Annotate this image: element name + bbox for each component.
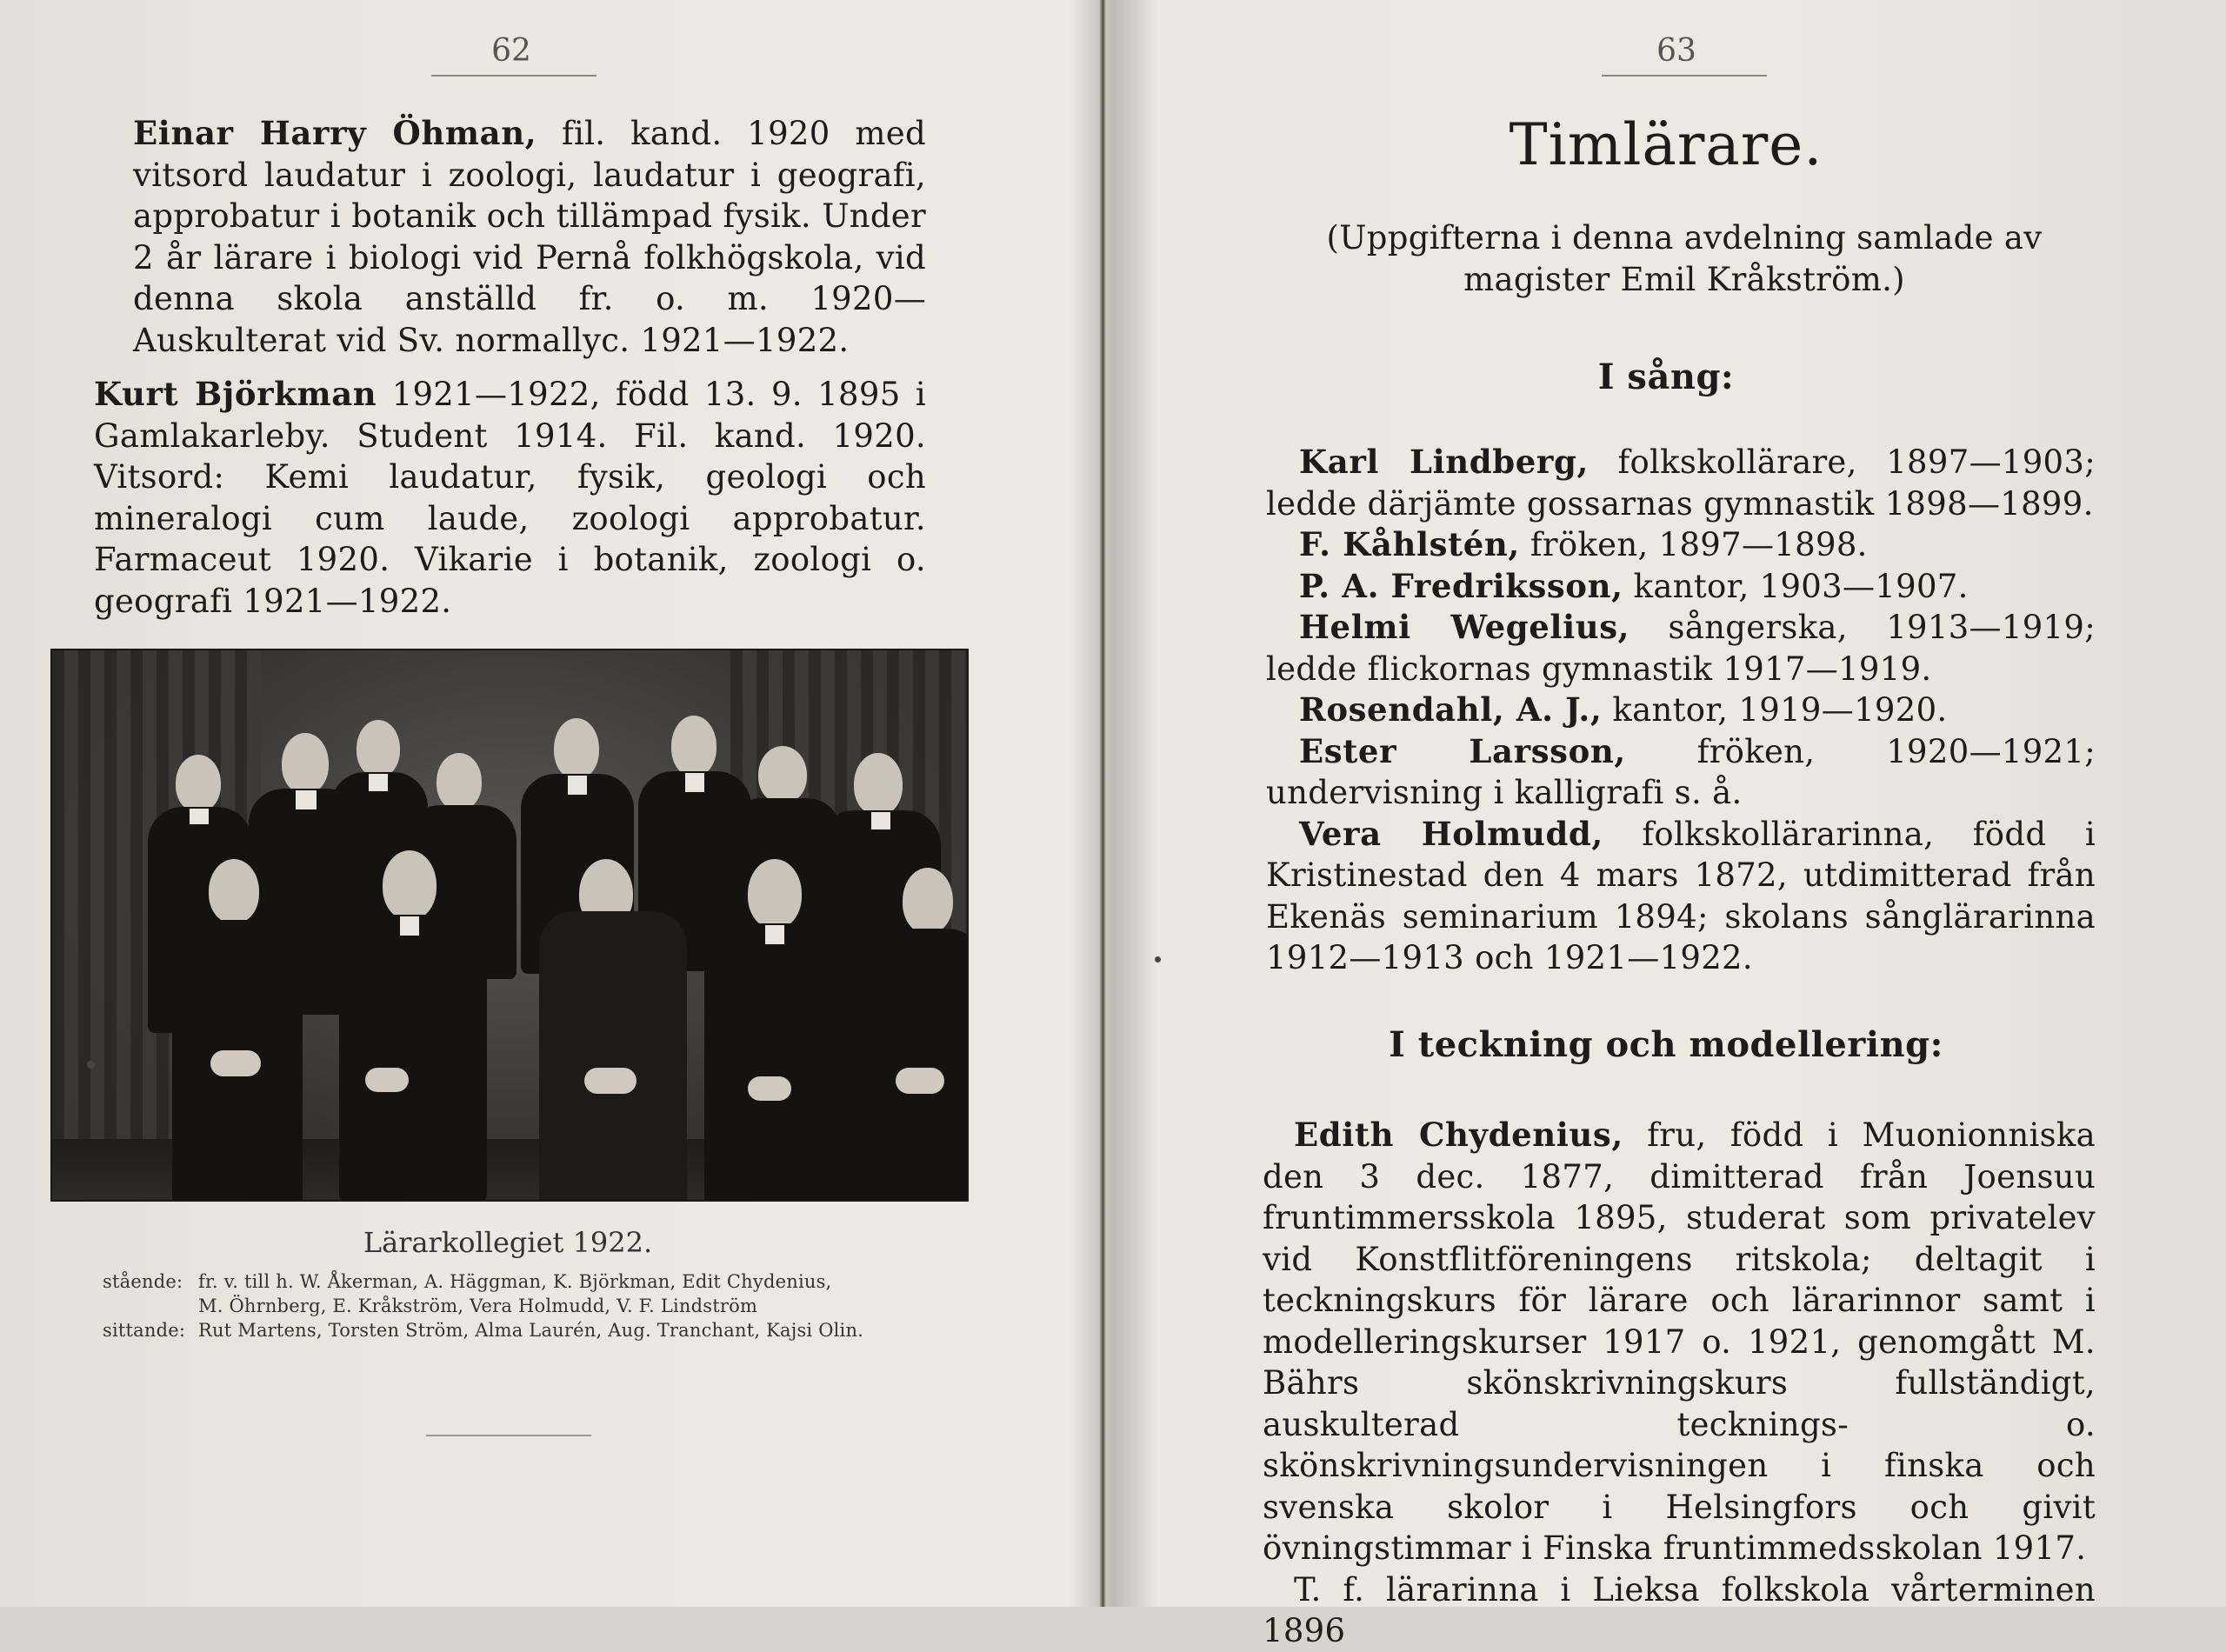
song-entry-wegelius	[1266, 607, 2096, 689]
right-page-number-rule	[1602, 75, 1767, 77]
entry-ohman-text: fil. kand. 1920 med vitsord laudatur i zoologi, laudatur i geografi, approbatur i botanik och tillämpad fysik. Under 2 år lärare i biologi vid Pernå folkhögskola, vid denna skola anställd fr. o. m. 1920— Auskulterat vid Sv. normallyc. 1921—1922.	[133, 115, 926, 359]
photo-caption-standing-names-2: M. Öhrnberg, E. Kråkström, Vera Holmudd, V. F. Lindström	[198, 1296, 758, 1316]
song-entry-larsson-text: fröken, 1920—1921; undervisning i kalligrafi s. å.	[1266, 732, 2096, 811]
photo-caption-standing-names-1: fr. v. till h. W. Åkerman, A. Häggman, K. Björkman, Edit Chydenius,	[198, 1271, 832, 1292]
song-entry-rosendahl-name: Rosendahl, A. J.,	[1299, 690, 1603, 729]
right-page-number: 63	[1656, 33, 1696, 69]
photo-caption-sitting-line	[103, 1320, 920, 1341]
song-entry-lindberg-name: Karl Lindberg,	[1299, 443, 1589, 481]
drawing-teachers-list	[1263, 1115, 2096, 1652]
photo-caption-standing-line2	[103, 1296, 920, 1316]
photo-caption-standing-line1	[103, 1271, 920, 1292]
song-entry-larsson	[1266, 731, 2096, 814]
left-page-number: 62	[491, 33, 531, 69]
left-page-number-rule	[431, 75, 596, 77]
entry-ohman-name: Einar Harry Öhman,	[133, 114, 537, 152]
drawing-entry-chydenius	[1263, 1115, 2096, 1569]
song-entry-wegelius-name: Helmi Wegelius,	[1299, 608, 1630, 646]
song-entry-rosendahl	[1266, 689, 2096, 731]
entry-bjorkman-text: 1921—1922, född 13. 9. 1895 i Gamlakarleby. Student 1914. Fil. kand. 1920. Vitsord: Kemi laudatur, fysik, geologi och mineralogi cum laude, zoologi approbatur. Farmaceut 1920. Vikarie i botanik, zoologi o. geografi 1921—1922.	[94, 376, 926, 620]
drawing-entry-continuation: T. f. lärarinna i Lieksa folkskola vårterminen 1896	[1263, 1570, 2096, 1649]
song-entry-lindberg-text: folkskollärare, 1897—1903; ledde därjämte gossarnas gymnastik 1898—1899.	[1266, 443, 2096, 523]
photo-caption-sitting-label: sittande:	[103, 1320, 186, 1341]
song-entry-kahlsten-text: fröken, 1897—1898.	[1519, 526, 1868, 563]
photo-caption-title: Lärarkollegiet 1922.	[363, 1226, 653, 1259]
section-heading-song: I sång:	[1597, 356, 1735, 397]
photo-caption-standing-label: stående:	[103, 1271, 183, 1292]
song-entry-fredriksson-name: P. A. Fredriksson,	[1299, 566, 1623, 605]
drawing-entry-chydenius-name: Edith Chydenius,	[1294, 1116, 1623, 1154]
song-entry-lindberg	[1266, 442, 2096, 524]
song-entry-holmudd-text: folkskollärarinna, född i Kristinestad den 4 mars 1872, utdimitterad från Ekenäs seminarium 1894; skolans sånglärarinna 1912—1913 och 1921—1922.	[1266, 815, 2096, 976]
song-entry-fredriksson	[1266, 566, 2096, 608]
song-entry-larsson-name: Ester Larsson,	[1299, 731, 1626, 770]
song-entry-fredriksson-text: kantor, 1903—1907.	[1623, 567, 1969, 605]
song-entry-rosendahl-text: kantor, 1919—1920.	[1602, 691, 1948, 729]
entry-bjorkman	[94, 374, 926, 622]
song-entry-holmudd-name: Vera Holmudd,	[1299, 814, 1603, 853]
drawing-entry-chydenius-text: fru, född i Muonionniska den 3 dec. 1877, dimitterad från Joensuu fruntimmersskola 1895, studerat som privatelev vid Konstflitföreningens ritskola; deltagit i teckningskurs för lärare och lärarinnor samt i modelleringskurser 1917 o. 1921, genomgått M. Bährs skönskrivningskurs fullständigt, auskulterad tecknings- o. skönskrivningsundervisningen i finska och svenska skolor i Helsingfors och givit övningstimmar i Finska fruntimmedsskolan 1917.	[1263, 1116, 2096, 1567]
group-photo	[50, 649, 969, 1202]
song-entry-holmudd	[1266, 814, 2096, 979]
intro-note: (Uppgifterna i denna avdelning samlade av magister Emil Kråkström.)	[1326, 219, 2043, 298]
page-title: Timlärare.	[1509, 111, 1823, 178]
left-page-bottom-rule	[426, 1435, 591, 1436]
section-heading-drawing: I teckning och modellering:	[1389, 1024, 1943, 1065]
page-speck	[1155, 956, 1161, 963]
entry-bjorkman-name: Kurt Björkman	[94, 375, 377, 413]
page-speck	[87, 1061, 95, 1069]
song-entry-kahlsten-name: F. Kåhlstén,	[1299, 525, 1520, 563]
song-entry-wegelius-text: sångerska, 1913—1919; ledde flickornas gymnastik 1917—1919.	[1266, 609, 2096, 688]
photo-caption-sitting-names: Rut Martens, Torsten Ström, Alma Laurén, Aug. Tranchant, Kajsi Olin.	[198, 1320, 864, 1341]
song-entry-kahlsten	[1266, 524, 2096, 566]
song-teachers-list	[1266, 442, 2096, 979]
entry-ohman	[133, 113, 926, 361]
